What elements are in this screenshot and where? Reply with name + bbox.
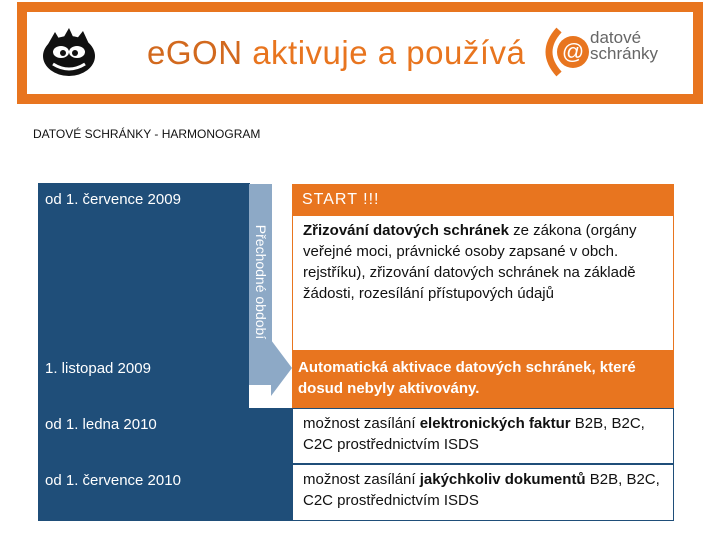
date-label-1: od 1. července 2009 <box>45 191 181 208</box>
event-cell-documents <box>292 464 674 521</box>
logo-line1: datové <box>590 28 642 47</box>
transition-period-label: Přechodné období <box>252 224 269 339</box>
date-cell-2 <box>38 351 249 408</box>
date-label-4: od 1. července 2010 <box>45 472 181 489</box>
date-cell-1 <box>38 183 250 351</box>
arrow-icon <box>249 340 293 420</box>
event-invoices-text: B2B, B2C, C2C prostřednictvím ISDS <box>303 415 645 453</box>
date-label-3: od 1. ledna 2010 <box>45 416 157 433</box>
header-banner-inner <box>27 12 693 94</box>
event-establishment-bold: Zřizování datových schránek <box>303 222 509 239</box>
date-cell-4 <box>38 464 292 521</box>
egon-mascot-icon <box>41 26 97 78</box>
event-activation-text: Automatická aktivace datových schránek, které dosud nebyly aktivovány. <box>298 359 636 397</box>
datove-schranky-logo-text <box>590 30 658 62</box>
logo-line2: schránky <box>590 44 659 63</box>
event-documents-pre: možnost zasílání <box>303 471 420 488</box>
banner-title <box>147 34 525 72</box>
event-cell-start <box>292 184 674 215</box>
date-label-2: 1. listopad 2009 <box>45 360 151 377</box>
event-establishment-text: ze zákona (orgány veřejné moci, právnické osoby zapsané v obch. rejstříku), zřizování datových schránek na základě žádosti, rozesílání přístupových údajů <box>303 222 637 302</box>
banner-title-egon: eGON <box>147 34 243 71</box>
event-invoices-bold: elektronických faktur <box>419 415 571 432</box>
event-documents-text: B2B, B2C, C2C prostřednictvím ISDS <box>303 471 660 509</box>
event-invoices-pre: možnost zasílání <box>303 415 420 432</box>
event-documents-bold: jakýchkoliv dokumentů <box>419 471 586 488</box>
event-cell-establishment <box>292 215 674 351</box>
header-banner <box>17 2 703 104</box>
event-cell-invoices <box>292 408 674 464</box>
event-start-text: START !!! <box>302 191 380 208</box>
banner-title-rest: aktivuje a používá <box>242 34 526 71</box>
page-heading: DATOVÉ SCHRÁNKY - HARMONOGRAM <box>33 127 261 141</box>
svg-text:@: @ <box>561 39 585 64</box>
event-cell-activation <box>292 351 674 408</box>
